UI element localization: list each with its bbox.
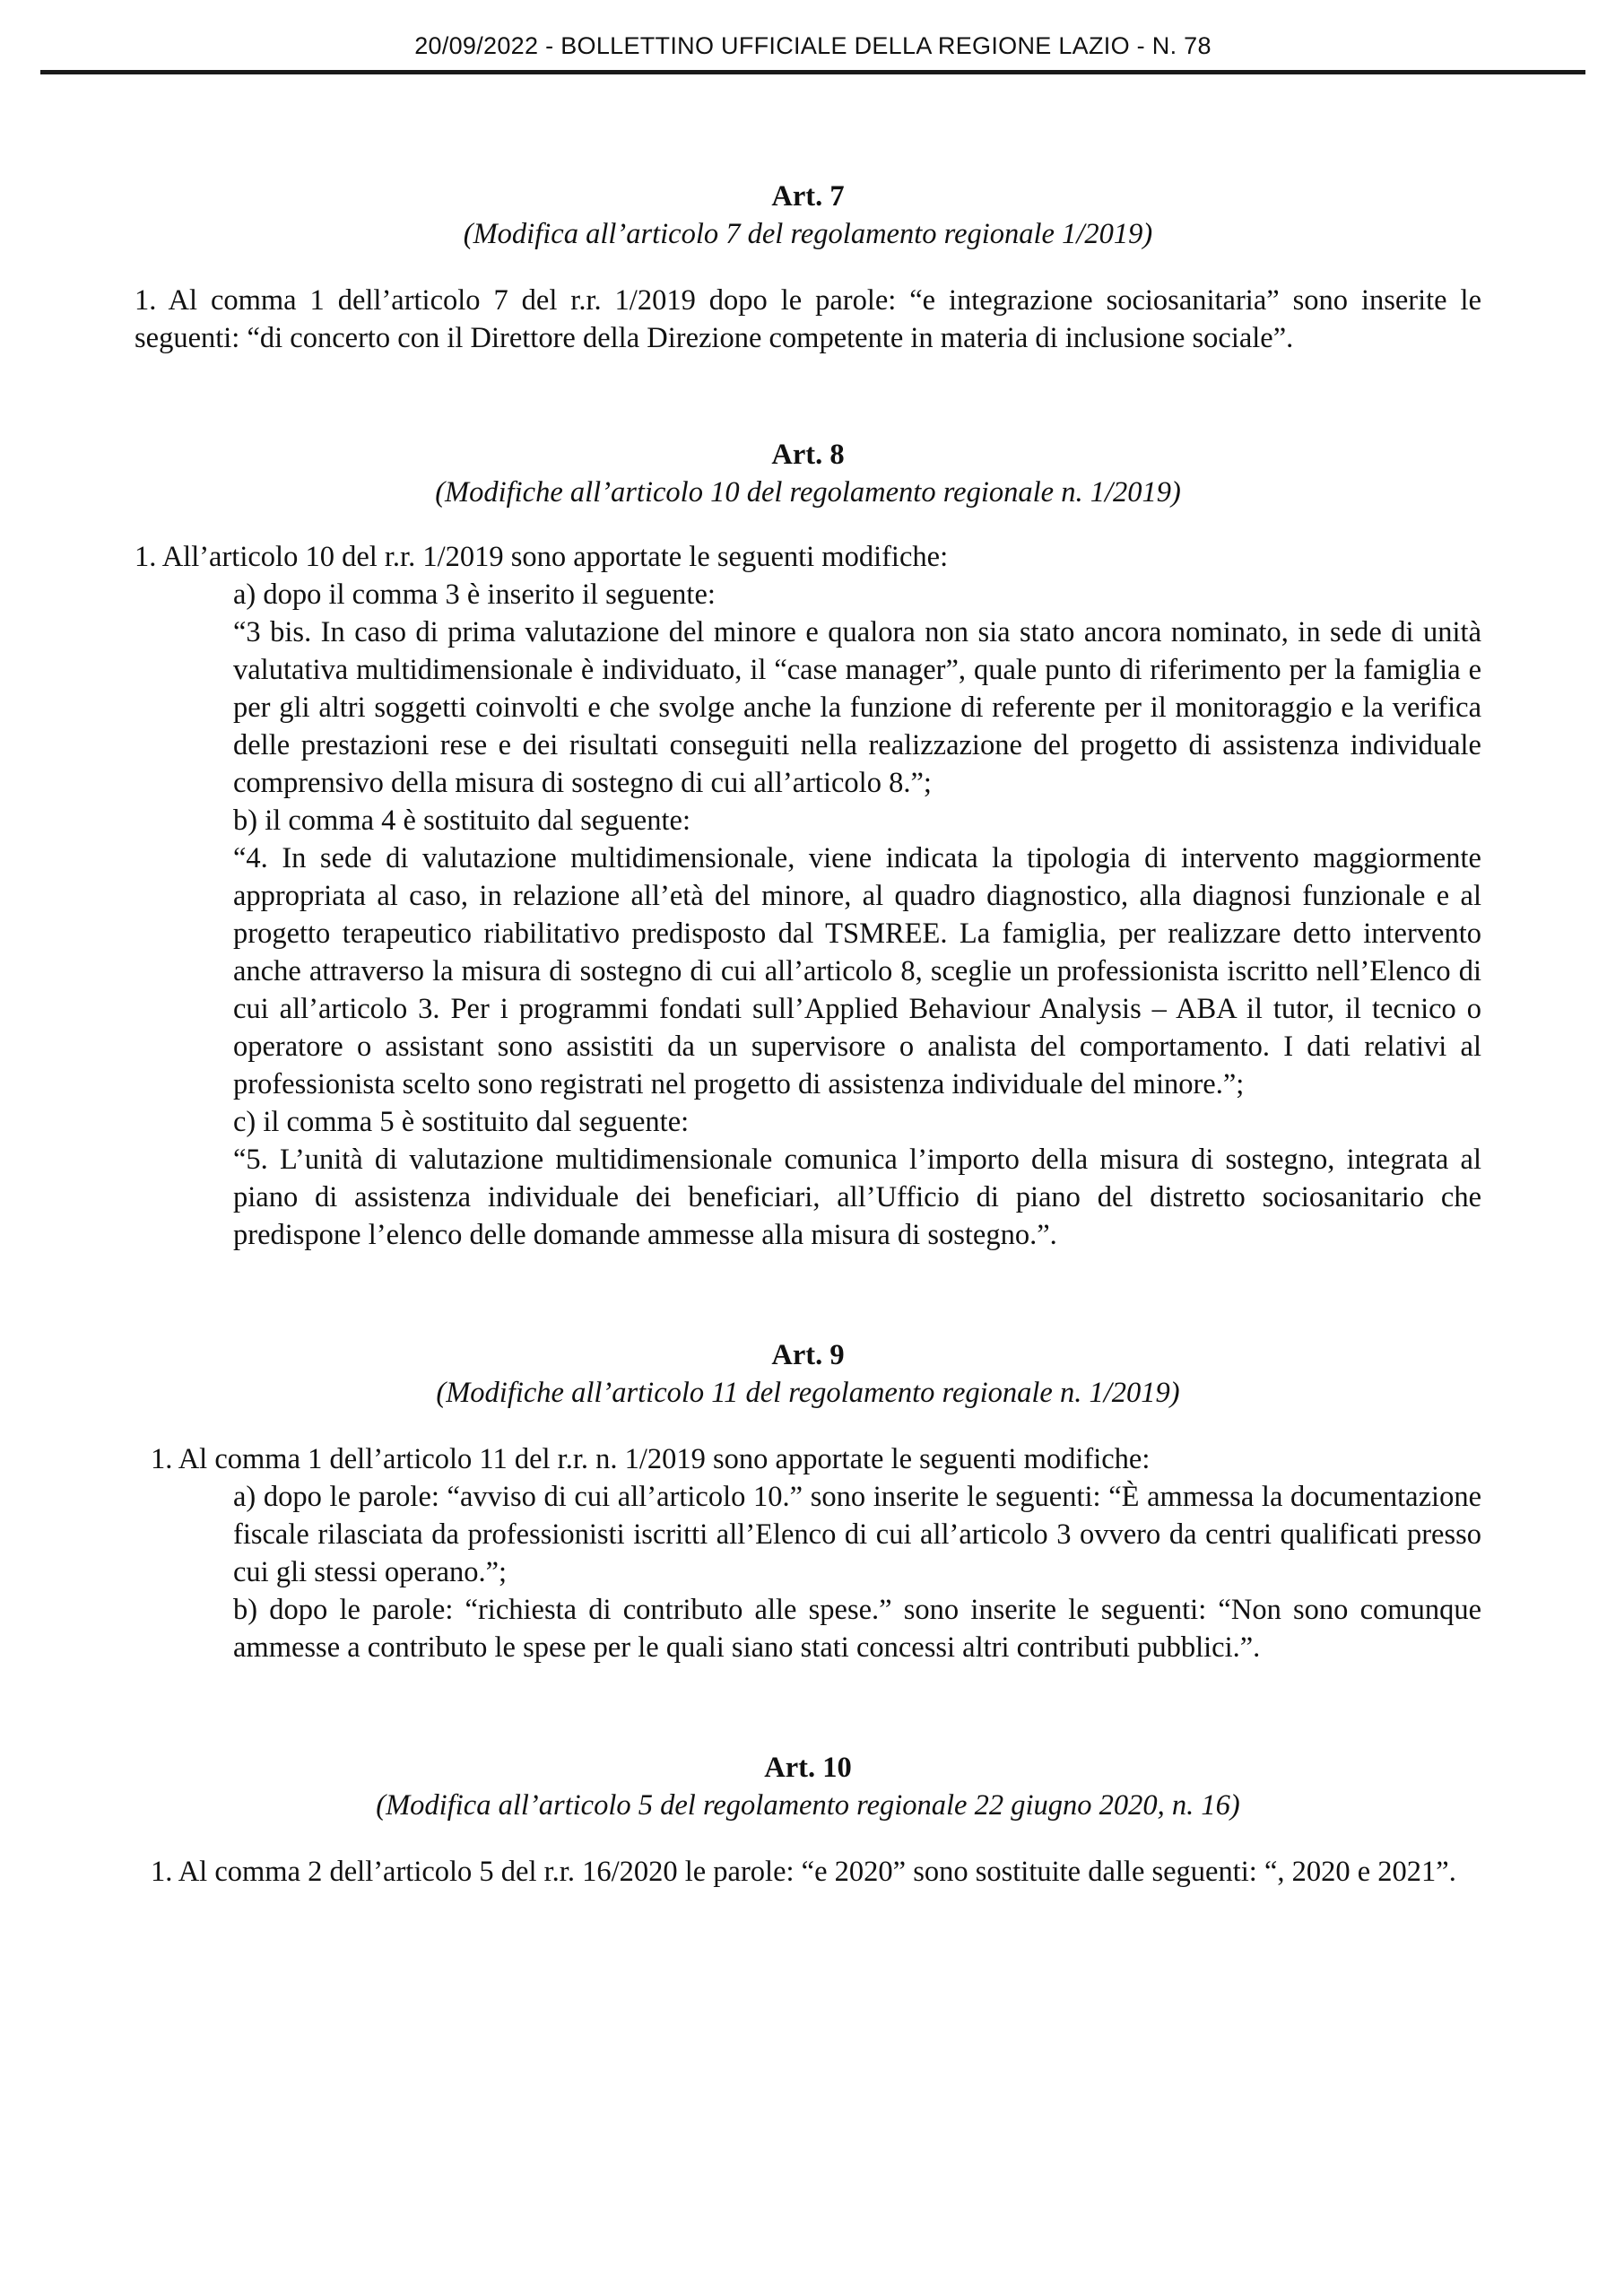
article-title: Art. 9 [771,1339,845,1371]
article-7 [135,178,1481,357]
article-subtitle: (Modifiche all’articolo 11 del regolamento regionale n. 1/2019) [436,1377,1180,1409]
document-body [135,178,1481,1891]
article-10 [135,1749,1481,1891]
article-lead: 1. Al comma 1 dell’articolo 11 del r.r. n. 1/2019 sono apportate le seguenti modifiche: [151,1443,1151,1475]
article-title: Art. 10 [764,1752,852,1784]
article-lead: 1. All’articolo 10 del r.r. 1/2019 sono apportate le seguenti modifiche: [135,541,949,573]
article-8 [135,436,1481,1254]
article-subtitle: (Modifica all’articolo 5 del regolamento regionale 22 giugno 2020, n. 16) [376,1789,1240,1822]
article-subtitle: (Modifica all’articolo 7 del regolamento regionale 1/2019) [463,218,1153,250]
article-paragraph: 1. Al comma 1 dell’articolo 7 del r.r. 1/2019 dopo le parole: “e integrazione sociosanitaria” sono inserite le seguenti: “di concerto con il Direttore della Direzione competente in materia di inclusione sociale”. [135,284,1481,354]
list-item: “3 bis. In caso di prima valutazione del minore e qualora non sia stato ancora nominato, in sede di unità valutativa multidimensionale è individuato, il “case manager”, quale punto di riferimento per la famiglia e per gli altri soggetti coinvolti e che svolge anche la funzione di referente per il monitoraggio e la verifica delle prestazioni rese e dei risultati conseguiti nella realizzazione del progetto di assistenza individuale comprensivo della misura di sostegno di cui all’articolo 8.”; [233,616,1481,799]
bulletin-header: 20/09/2022 - BOLLETTINO UFFICIALE DELLA REGIONE LAZIO - N. 78 [414,32,1211,59]
article-9 [135,1336,1481,1666]
list-item: “5. L’unità di valutazione multidimensionale comunica l’importo della misura di sostegno, integrata al piano di assistenza individuale dei beneficiari, all’Ufficio di piano del distretto sociosanitario che predispone l’elenco delle domande ammesse alla misura di sostegno.”. [233,1144,1481,1251]
article-paragraph: 1. Al comma 2 dell’articolo 5 del r.r. 16/2020 le parole: “e 2020” sono sostituite dalle seguenti: “, 2020 e 2021”. [151,1856,1456,1888]
article-subtitle: (Modifiche all’articolo 10 del regolamento regionale n. 1/2019) [435,476,1181,509]
list-item: “4. In sede di valutazione multidimensionale, viene indicata la tipologia di intervento maggiormente appropriata al caso, in relazione all’età del minore, al quadro diagnostico, alla diagnosi funzionale e al progetto terapeutico riabilitativo predisposto dal TSMREE. La famiglia, per realizzare detto intervento anche attraverso la misura di sostegno di cui all’articolo 8, sceglie un professionista iscritto nell’Elenco di cui all’articolo 3. Per i programmi fondati sull’Applied Behaviour Analysis – ABA il tutor, il tecnico o operatore o assistant sono assistiti da un supervisore o analista del comportamento. I dati relativi al professionista scelto sono registrati nel progetto di assistenza individuale del minore.”; [233,842,1481,1100]
list-item: c) il comma 5 è sostituito dal seguente: [233,1106,690,1138]
list-item: a) dopo le parole: “avviso di cui all’articolo 10.” sono inserite le seguenti: “È ammessa la documentazione fiscale rilasciata da professionisti iscritti all’Elenco di cui all’articolo 3 ovvero da centri qualificati presso cui gli stessi operano.”; [233,1481,1481,1588]
list-item: a) dopo il comma 3 è inserito il seguente: [233,578,716,611]
list-item: b) dopo le parole: “richiesta di contributo alle spese.” sono inserite le seguenti: “Non sono comunque ammesse a contributo le spese per le quali siano stati concessi altri contributi pubblici.”. [233,1594,1481,1664]
list-item: b) il comma 4 è sostituito dal seguente: [233,804,690,837]
article-title: Art. 8 [771,439,845,471]
header-rule [40,70,1585,74]
article-title: Art. 7 [771,180,845,213]
